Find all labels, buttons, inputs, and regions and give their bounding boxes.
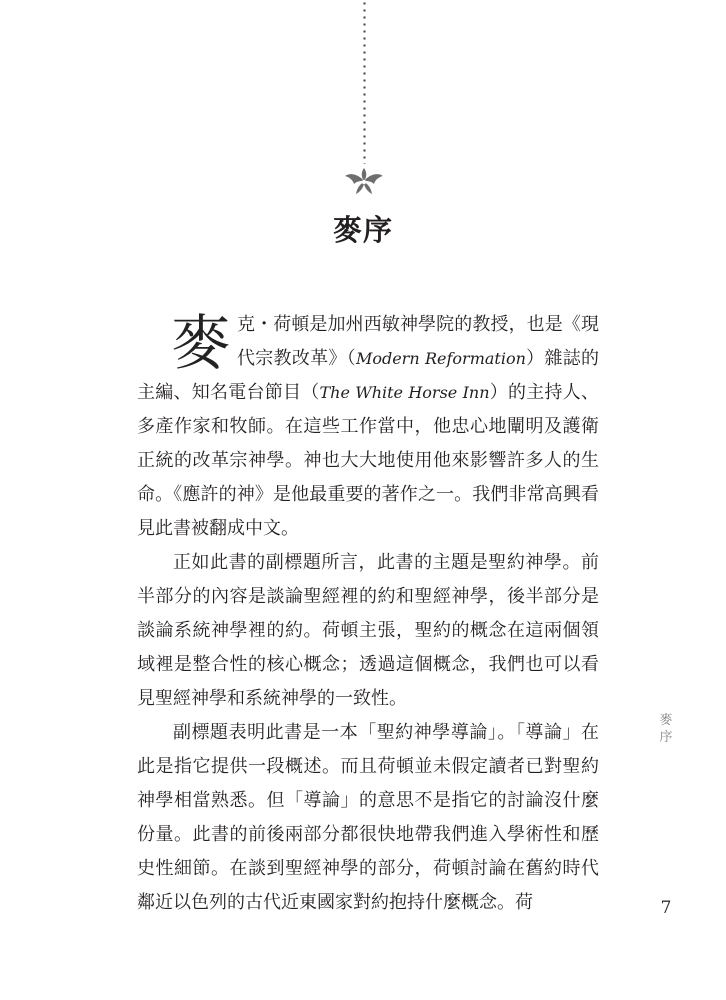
page-number: 7 — [660, 898, 672, 918]
paragraph-2: 正如此書的副標題所言，此書的主題是聖約神學。前半部分的內容是談論聖經裡的約和聖經神學，後半部分是談論系統神學裡的約。荷頓主張，聖約的概念在這兩個領域裡是整合性的核心概念；透過這個概念，我們也可以看見聖經神學和系統神學的一致性。 — [137, 552, 599, 709]
p1-text-b: ）雜誌的主編、知名電台節目（ — [137, 348, 600, 403]
drop-cap: 麥 — [171, 309, 231, 379]
paragraph-3: 副標題表明此書是一本「聖約神學導論」。「導論」在此是指它提供一段概述。而且荷頓並未假定讀者已對聖約神學相當熟悉。但「導論」的意思不是指它的討論沒什麼份量。此書的前後兩部分都很快地帶我們進入學術性和歷史性細節。在談到聖經神學的部分，荷頓討論在舊約時代鄰近以色列的古代近東國家對約抱持什麼概念。荷 — [137, 722, 599, 913]
running-header: 麥序 — [659, 713, 673, 745]
p1-english-title-1: Modern Reformation — [355, 349, 526, 368]
p1-text-a: 克・荷頓是加州西敏神學院的教授，也是《現代宗教改革》（ — [237, 314, 599, 369]
p1-text-c: ）的主持人、多產作家和牧師。在這些工作當中，他忠心地闡明及護衛正統的改革宗神學。神也大大地使用他來影響許多人的生命。《應許的神》是他最重要的著作之一。我們非常高興看見此書被翻成中文。 — [137, 382, 600, 539]
fleuron-icon — [343, 166, 385, 196]
dotted-rule — [363, 0, 366, 164]
page-title: 麥序 — [332, 213, 393, 247]
paragraph-1 — [137, 308, 599, 546]
p1-english-title-2: The White Horse Inn — [319, 383, 490, 402]
body-text — [137, 308, 599, 920]
